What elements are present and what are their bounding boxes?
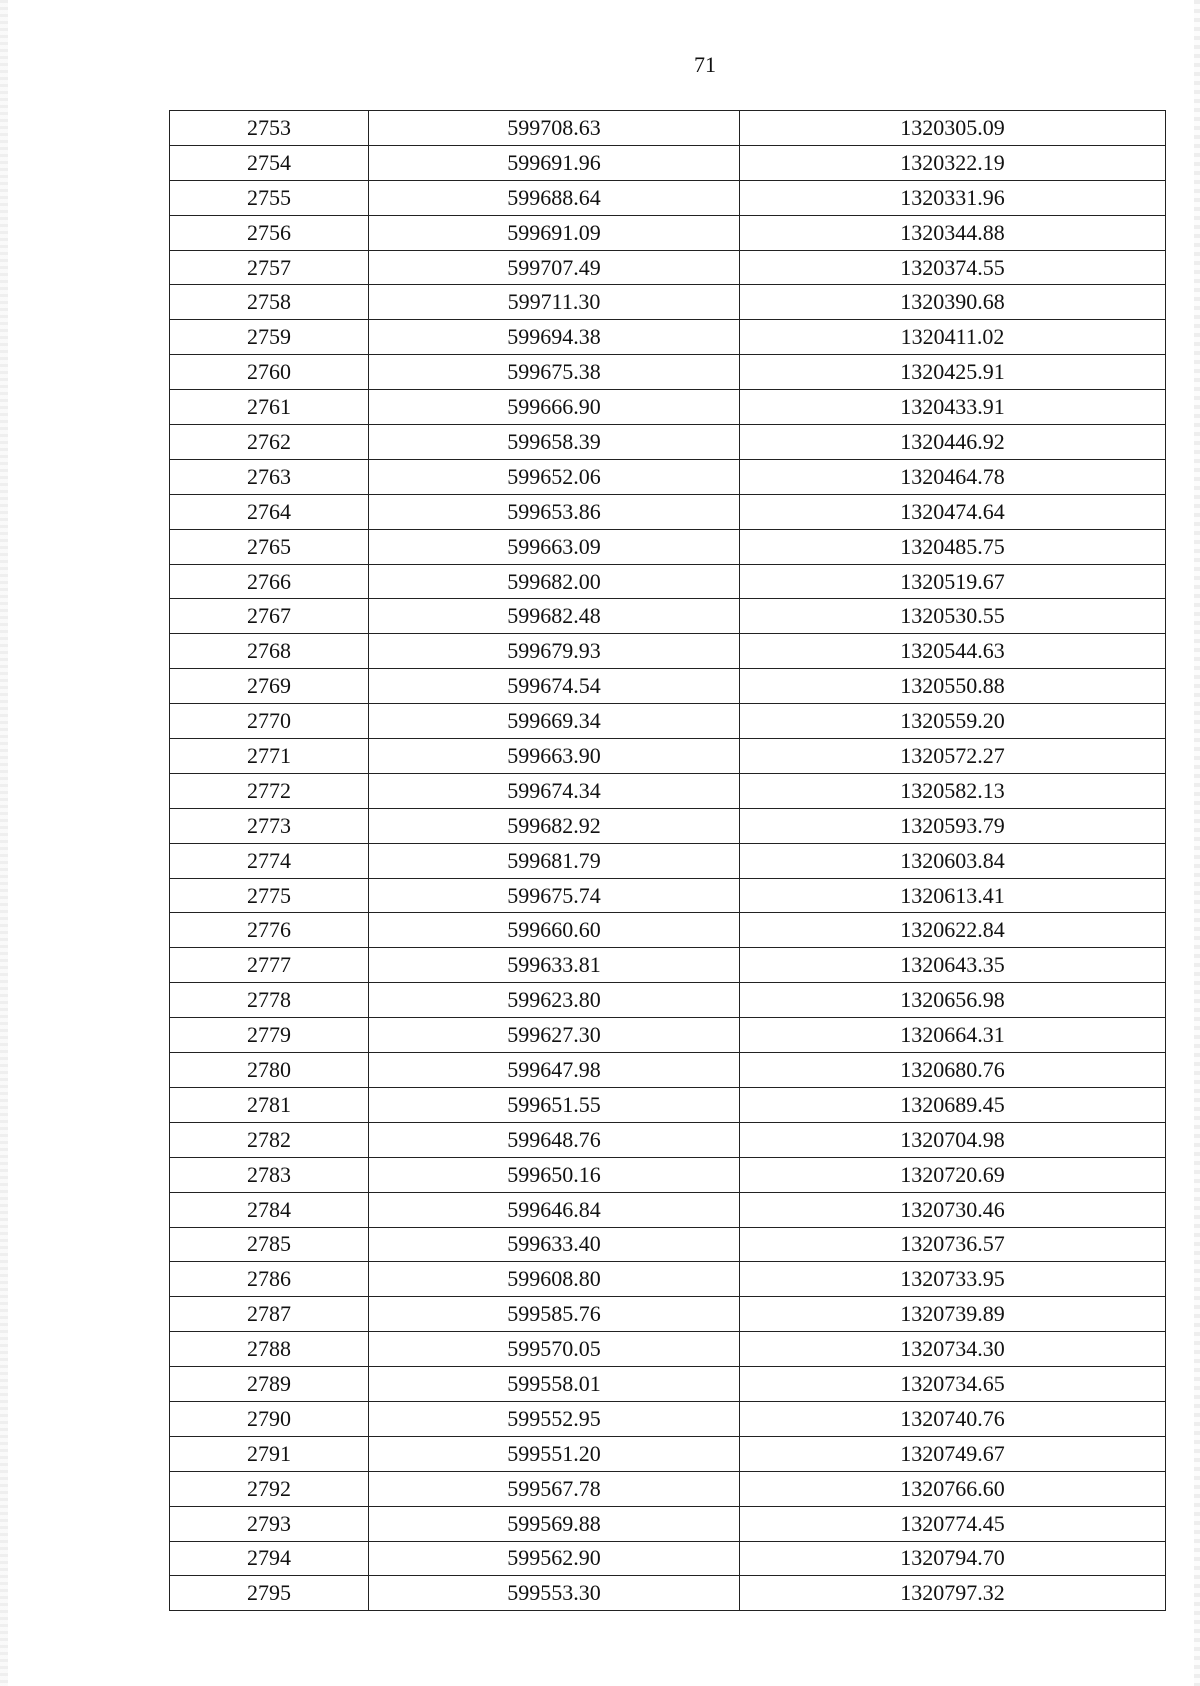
y-coordinate-cell: 1320593.79 (740, 808, 1166, 843)
point-number-cell: 2780 (170, 1053, 369, 1088)
x-coordinate-cell: 599652.06 (369, 459, 740, 494)
point-number-cell: 2785 (170, 1227, 369, 1262)
y-coordinate-cell: 1320643.35 (740, 948, 1166, 983)
y-coordinate-cell: 1320433.91 (740, 390, 1166, 425)
y-coordinate-cell: 1320794.70 (740, 1541, 1166, 1576)
y-coordinate-cell: 1320550.88 (740, 669, 1166, 704)
x-coordinate-cell: 599633.40 (369, 1227, 740, 1262)
table-row (170, 1192, 1166, 1227)
point-number-cell: 2773 (170, 808, 369, 843)
x-coordinate-cell: 599653.86 (369, 494, 740, 529)
point-number-cell: 2776 (170, 913, 369, 948)
table-row (170, 808, 1166, 843)
table-row (170, 1332, 1166, 1367)
x-coordinate-cell: 599585.76 (369, 1297, 740, 1332)
table-row (170, 459, 1166, 494)
point-number-cell: 2754 (170, 145, 369, 180)
table-row (170, 145, 1166, 180)
point-number-cell: 2764 (170, 494, 369, 529)
x-coordinate-cell: 599646.84 (369, 1192, 740, 1227)
point-number-cell: 2771 (170, 739, 369, 774)
table-row (170, 425, 1166, 460)
point-number-cell: 2774 (170, 843, 369, 878)
y-coordinate-cell: 1320305.09 (740, 111, 1166, 146)
y-coordinate-cell: 1320519.67 (740, 564, 1166, 599)
x-coordinate-cell: 599627.30 (369, 1018, 740, 1053)
table-row (170, 390, 1166, 425)
scan-edge-left (0, 0, 8, 1686)
y-coordinate-cell: 1320736.57 (740, 1227, 1166, 1262)
x-coordinate-cell: 599663.90 (369, 739, 740, 774)
scan-edge-right (1194, 0, 1200, 1686)
point-number-cell: 2794 (170, 1541, 369, 1576)
x-coordinate-cell: 599674.54 (369, 669, 740, 704)
x-coordinate-cell: 599682.48 (369, 599, 740, 634)
x-coordinate-cell: 599658.39 (369, 425, 740, 460)
point-number-cell: 2768 (170, 634, 369, 669)
point-number-cell: 2755 (170, 180, 369, 215)
x-coordinate-cell: 599608.80 (369, 1262, 740, 1297)
table-row (170, 599, 1166, 634)
y-coordinate-cell: 1320344.88 (740, 215, 1166, 250)
y-coordinate-cell: 1320622.84 (740, 913, 1166, 948)
table-row (170, 285, 1166, 320)
table-row (170, 1401, 1166, 1436)
point-number-cell: 2756 (170, 215, 369, 250)
x-coordinate-cell: 599647.98 (369, 1053, 740, 1088)
y-coordinate-cell: 1320733.95 (740, 1262, 1166, 1297)
x-coordinate-cell: 599651.55 (369, 1087, 740, 1122)
table-row (170, 948, 1166, 983)
x-coordinate-cell: 599650.16 (369, 1157, 740, 1192)
point-number-cell: 2781 (170, 1087, 369, 1122)
y-coordinate-cell: 1320704.98 (740, 1122, 1166, 1157)
y-coordinate-cell: 1320739.89 (740, 1297, 1166, 1332)
point-number-cell: 2763 (170, 459, 369, 494)
x-coordinate-cell: 599675.74 (369, 878, 740, 913)
point-number-cell: 2772 (170, 773, 369, 808)
table-row (170, 1018, 1166, 1053)
point-number-cell: 2790 (170, 1401, 369, 1436)
table-row (170, 111, 1166, 146)
x-coordinate-cell: 599674.34 (369, 773, 740, 808)
table-row (170, 355, 1166, 390)
point-number-cell: 2788 (170, 1332, 369, 1367)
x-coordinate-cell: 599663.09 (369, 529, 740, 564)
point-number-cell: 2770 (170, 704, 369, 739)
table-row (170, 180, 1166, 215)
y-coordinate-cell: 1320530.55 (740, 599, 1166, 634)
point-number-cell: 2760 (170, 355, 369, 390)
table-row (170, 843, 1166, 878)
table-row (170, 1436, 1166, 1471)
point-number-cell: 2762 (170, 425, 369, 460)
y-coordinate-cell: 1320411.02 (740, 320, 1166, 355)
x-coordinate-cell: 599666.90 (369, 390, 740, 425)
table-row (170, 250, 1166, 285)
y-coordinate-cell: 1320613.41 (740, 878, 1166, 913)
table-row (170, 494, 1166, 529)
x-coordinate-cell: 599669.34 (369, 704, 740, 739)
y-coordinate-cell: 1320749.67 (740, 1436, 1166, 1471)
y-coordinate-cell: 1320425.91 (740, 355, 1166, 390)
point-number-cell: 2775 (170, 878, 369, 913)
table-row (170, 773, 1166, 808)
point-number-cell: 2778 (170, 983, 369, 1018)
page-number: 71 (694, 52, 716, 77)
table-row (170, 320, 1166, 355)
x-coordinate-cell: 599562.90 (369, 1541, 740, 1576)
y-coordinate-cell: 1320322.19 (740, 145, 1166, 180)
y-coordinate-cell: 1320734.65 (740, 1367, 1166, 1402)
y-coordinate-cell: 1320774.45 (740, 1506, 1166, 1541)
point-number-cell: 2783 (170, 1157, 369, 1192)
x-coordinate-cell: 599660.60 (369, 913, 740, 948)
x-coordinate-cell: 599682.92 (369, 808, 740, 843)
coordinates-table-body (170, 111, 1166, 1611)
table-row (170, 529, 1166, 564)
x-coordinate-cell: 599675.38 (369, 355, 740, 390)
y-coordinate-cell: 1320680.76 (740, 1053, 1166, 1088)
x-coordinate-cell: 599569.88 (369, 1506, 740, 1541)
table-row (170, 1122, 1166, 1157)
x-coordinate-cell: 599688.64 (369, 180, 740, 215)
y-coordinate-cell: 1320485.75 (740, 529, 1166, 564)
table-row (170, 1262, 1166, 1297)
table-row (170, 983, 1166, 1018)
point-number-cell: 2787 (170, 1297, 369, 1332)
table-row (170, 1541, 1166, 1576)
point-number-cell: 2779 (170, 1018, 369, 1053)
y-coordinate-cell: 1320331.96 (740, 180, 1166, 215)
point-number-cell: 2791 (170, 1436, 369, 1471)
point-number-cell: 2765 (170, 529, 369, 564)
point-number-cell: 2758 (170, 285, 369, 320)
table-row (170, 739, 1166, 774)
x-coordinate-cell: 599711.30 (369, 285, 740, 320)
y-coordinate-cell: 1320374.55 (740, 250, 1166, 285)
y-coordinate-cell: 1320544.63 (740, 634, 1166, 669)
x-coordinate-cell: 599623.80 (369, 983, 740, 1018)
y-coordinate-cell: 1320390.68 (740, 285, 1166, 320)
point-number-cell: 2767 (170, 599, 369, 634)
point-number-cell: 2782 (170, 1122, 369, 1157)
point-number-cell: 2761 (170, 390, 369, 425)
y-coordinate-cell: 1320559.20 (740, 704, 1166, 739)
x-coordinate-cell: 599648.76 (369, 1122, 740, 1157)
x-coordinate-cell: 599681.79 (369, 843, 740, 878)
point-number-cell: 2793 (170, 1506, 369, 1541)
x-coordinate-cell: 599691.96 (369, 145, 740, 180)
x-coordinate-cell: 599707.49 (369, 250, 740, 285)
table-row (170, 215, 1166, 250)
x-coordinate-cell: 599708.63 (369, 111, 740, 146)
x-coordinate-cell: 599691.09 (369, 215, 740, 250)
y-coordinate-cell: 1320689.45 (740, 1087, 1166, 1122)
y-coordinate-cell: 1320656.98 (740, 983, 1166, 1018)
table-row (170, 1367, 1166, 1402)
table-row (170, 1576, 1166, 1611)
y-coordinate-cell: 1320720.69 (740, 1157, 1166, 1192)
point-number-cell: 2769 (170, 669, 369, 704)
table-row (170, 1297, 1166, 1332)
table-row (170, 1157, 1166, 1192)
x-coordinate-cell: 599552.95 (369, 1401, 740, 1436)
point-number-cell: 2759 (170, 320, 369, 355)
y-coordinate-cell: 1320582.13 (740, 773, 1166, 808)
x-coordinate-cell: 599553.30 (369, 1576, 740, 1611)
table-row (170, 634, 1166, 669)
coordinates-table (169, 110, 1166, 1611)
table-row (170, 878, 1166, 913)
table-row (170, 564, 1166, 599)
y-coordinate-cell: 1320664.31 (740, 1018, 1166, 1053)
table-row (170, 1471, 1166, 1506)
table-row (170, 1053, 1166, 1088)
point-number-cell: 2777 (170, 948, 369, 983)
point-number-cell: 2753 (170, 111, 369, 146)
table-row (170, 1087, 1166, 1122)
y-coordinate-cell: 1320730.46 (740, 1192, 1166, 1227)
point-number-cell: 2786 (170, 1262, 369, 1297)
table-row (170, 1506, 1166, 1541)
point-number-cell: 2795 (170, 1576, 369, 1611)
x-coordinate-cell: 599558.01 (369, 1367, 740, 1402)
y-coordinate-cell: 1320766.60 (740, 1471, 1166, 1506)
y-coordinate-cell: 1320734.30 (740, 1332, 1166, 1367)
x-coordinate-cell: 599570.05 (369, 1332, 740, 1367)
x-coordinate-cell: 599694.38 (369, 320, 740, 355)
point-number-cell: 2766 (170, 564, 369, 599)
table-row (170, 913, 1166, 948)
x-coordinate-cell: 599679.93 (369, 634, 740, 669)
point-number-cell: 2789 (170, 1367, 369, 1402)
table-row (170, 669, 1166, 704)
point-number-cell: 2757 (170, 250, 369, 285)
x-coordinate-cell: 599633.81 (369, 948, 740, 983)
point-number-cell: 2784 (170, 1192, 369, 1227)
y-coordinate-cell: 1320446.92 (740, 425, 1166, 460)
y-coordinate-cell: 1320740.76 (740, 1401, 1166, 1436)
y-coordinate-cell: 1320464.78 (740, 459, 1166, 494)
y-coordinate-cell: 1320474.64 (740, 494, 1166, 529)
x-coordinate-cell: 599551.20 (369, 1436, 740, 1471)
y-coordinate-cell: 1320572.27 (740, 739, 1166, 774)
x-coordinate-cell: 599567.78 (369, 1471, 740, 1506)
table-row (170, 704, 1166, 739)
point-number-cell: 2792 (170, 1471, 369, 1506)
y-coordinate-cell: 1320797.32 (740, 1576, 1166, 1611)
table-row (170, 1227, 1166, 1262)
x-coordinate-cell: 599682.00 (369, 564, 740, 599)
y-coordinate-cell: 1320603.84 (740, 843, 1166, 878)
